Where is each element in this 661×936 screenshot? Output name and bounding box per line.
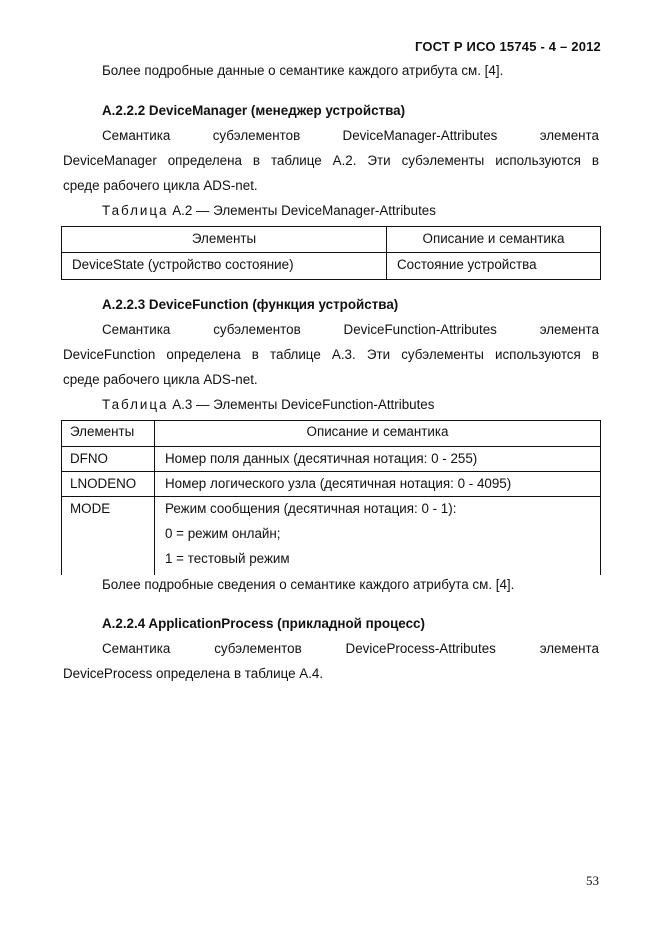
table-cell: Состояние устройства [387,253,601,280]
section-222-line3: среде рабочего цикла ADS-net. [63,178,258,193]
table-a3-caption [102,397,434,412]
caption-text: A.3 — Элементы DeviceFunction-Attributes [168,397,435,412]
cell-line: 1 = тестовый режим [165,551,290,566]
table-row [62,253,601,280]
table-header-cell: Элементы [62,421,155,447]
table-cell: DeviceState (устройство состояние) [62,253,387,280]
word: DeviceFunction-Attributes [343,322,497,337]
word: DeviceManager-Attributes [342,128,498,143]
table-cell: MODE [62,497,155,576]
table-cell: Номер поля данных (десятичная нотация: 0 - 255) [155,447,601,472]
word: субэлементов [212,128,301,143]
word: Семантика [102,322,171,337]
section-224-line1 [102,641,599,656]
table-cell [155,497,601,576]
section-222-line1 [102,128,599,143]
word: элемента [539,641,599,656]
table-row [62,472,601,497]
cell-line: Режим сообщения (десятичная нотация: 0 - 1): [165,501,457,516]
table-a2 [61,226,601,280]
section-heading-device-manager: A.2.2.2 DeviceManager (менеджер устройства) [102,103,406,118]
caption-label: Таблица [102,397,169,412]
table-header-cell: Элементы [62,227,387,253]
table-a2-caption [102,203,436,218]
section-224-line2: DeviceProcess определена в таблице А.4. [63,666,324,681]
page-number: 53 [586,873,599,888]
word: DeviceProcess-Attributes [345,641,496,656]
table-header-cell: Описание и семантика [387,227,601,253]
caption-label: Таблица [102,203,169,218]
table-row [62,497,601,576]
table-header-cell: Описание и семантика [155,421,601,447]
table-header-row [62,421,601,447]
word: Семантика [102,128,171,143]
table-header-row [62,227,601,253]
word: субэлементов [214,641,302,656]
section-223-line1 [102,322,599,337]
table-a3 [61,420,601,575]
section-heading-application-process: A.2.2.4 ApplicationProcess (прикладной процесс) [102,616,425,631]
section-heading-device-function: A.2.2.3 DeviceFunction (функция устройства) [102,297,399,312]
document-header: ГОСТ Р ИСО 15745 - 4 – 2012 [414,39,601,54]
section-223-line3: среде рабочего цикла ADS-net. [63,372,258,387]
word: Семантика [102,641,171,656]
word: элемента [539,128,599,143]
word: субэлементов [213,322,301,337]
section-223-line2: DeviceFunction определена в таблице А.3. Эти субэлементы используются в [63,347,599,362]
table-cell: LNODENO [62,472,155,497]
section-222-line2: DeviceManager определена в таблице А.2. Эти субэлементы используются в [63,153,599,168]
word: элемента [539,322,599,337]
cell-line: 0 = режим онлайн; [165,526,281,541]
table-row [62,447,601,472]
intro-paragraph: Более подробные данные о семантике каждого атрибута см. [4]. [102,63,504,78]
table-cell: DFNO [62,447,155,472]
table-cell: Номер логического узла (десятичная нотация: 0 - 4095) [155,472,601,497]
after-table-paragraph: Более подробные сведения о семантике каждого атрибута см. [4]. [102,577,515,592]
caption-text: A.2 — Элементы DeviceManager-Attributes [168,203,436,218]
